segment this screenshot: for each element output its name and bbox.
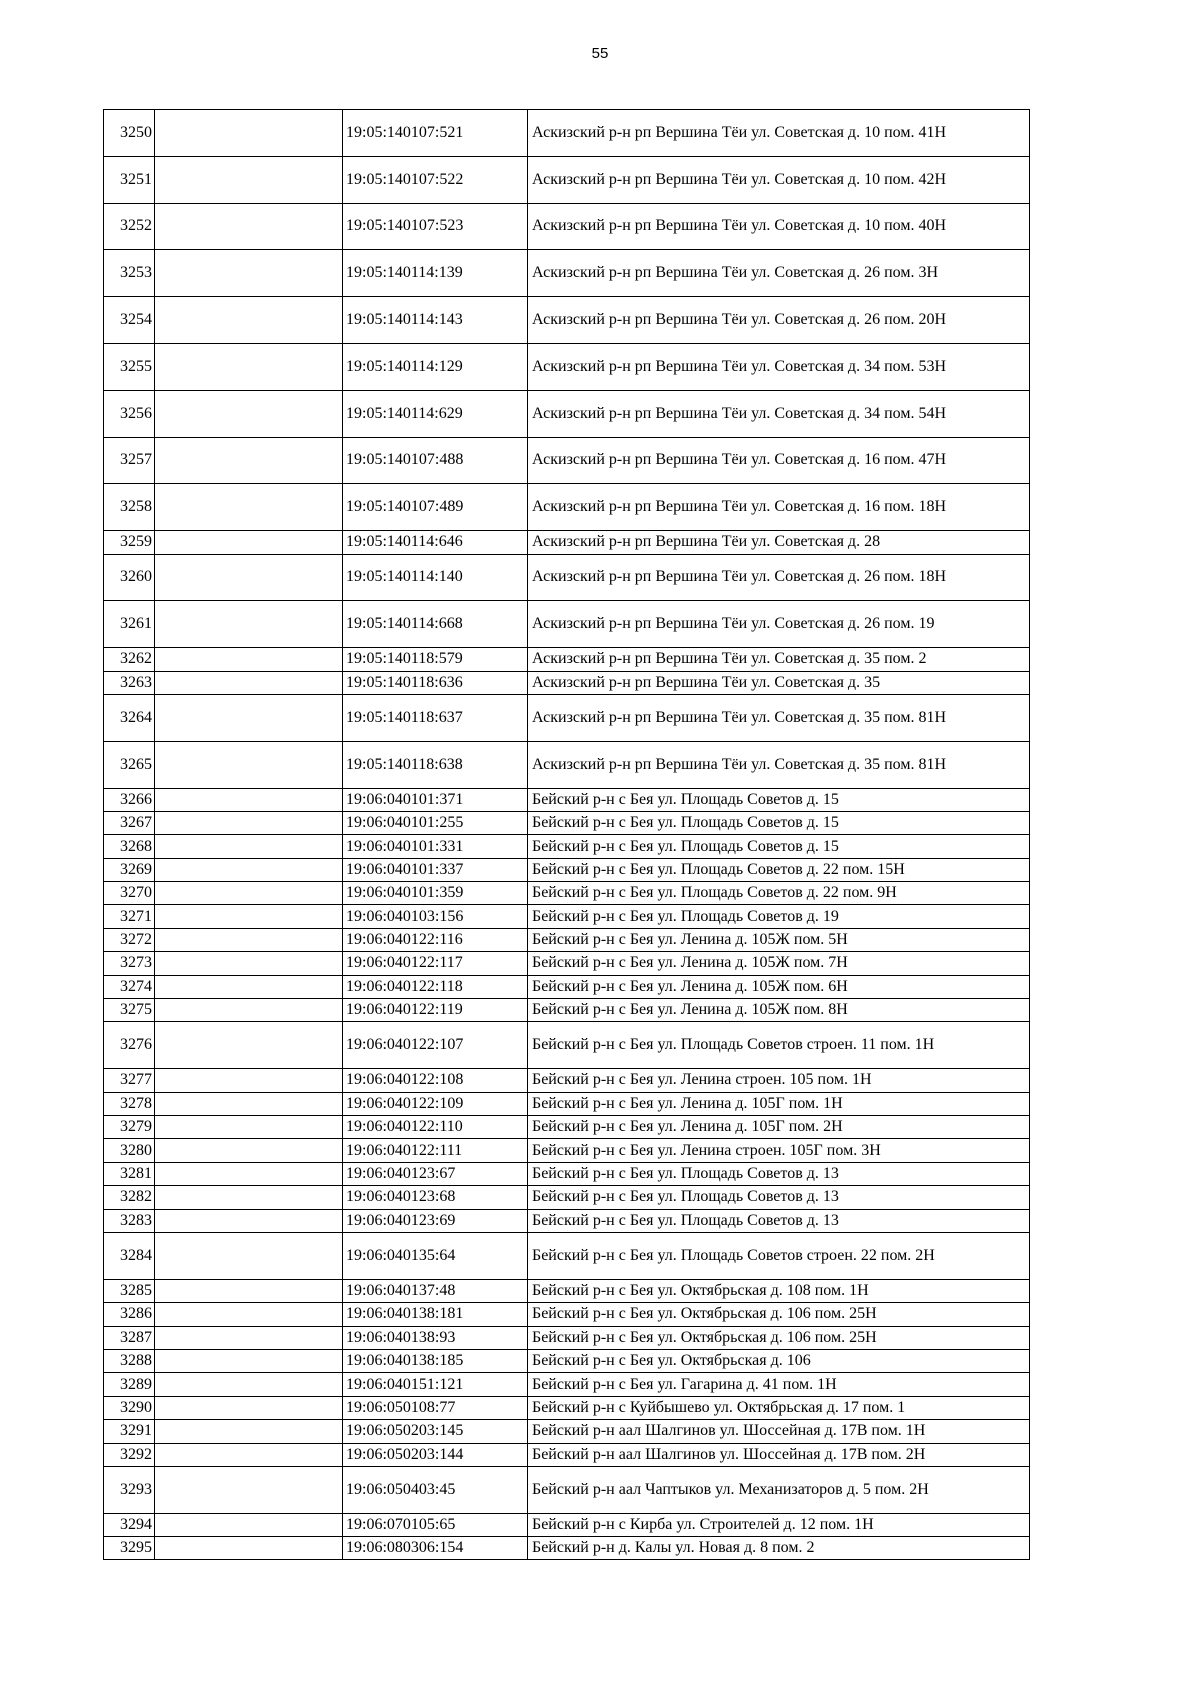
property-registry-table: [103, 109, 1030, 1560]
cadastral-number-cell: 19:06:040122:107: [343, 1022, 528, 1069]
row-number-cell: 3291: [104, 1420, 155, 1443]
row-empty-cell: [155, 554, 343, 601]
row-number-cell: 3294: [104, 1513, 155, 1536]
cadastral-number-cell: 19:06:040101:337: [343, 858, 528, 881]
table-row: [104, 1116, 1030, 1139]
address-cell: Бейский р-н с Бея ул. Октябрьская д. 106 пом. 25Н: [528, 1303, 1030, 1326]
row-number-cell: 3258: [104, 484, 155, 531]
address-cell: Бейский р-н с Бея ул. Ленина д. 105Г пом. 2Н: [528, 1116, 1030, 1139]
cadastral-number-cell: 19:05:140114:143: [343, 297, 528, 344]
address-cell: Бейский р-н с Бея ул. Октябрьская д. 106 пом. 25Н: [528, 1326, 1030, 1349]
cadastral-number-cell: 19:06:040122:111: [343, 1139, 528, 1162]
address-cell: Бейский р-н с Бея ул. Ленина д. 105Г пом. 1Н: [528, 1092, 1030, 1115]
address-cell: Бейский р-н с Бея ул. Площадь Советов д. 22 пом. 9Н: [528, 882, 1030, 905]
address-cell: Аскизский р-н рп Вершина Тёи ул. Советская д. 35 пом. 81Н: [528, 741, 1030, 788]
table-row: [104, 297, 1030, 344]
table-row: [104, 1349, 1030, 1372]
row-number-cell: 3282: [104, 1186, 155, 1209]
row-empty-cell: [155, 1349, 343, 1372]
table-row: [104, 1069, 1030, 1092]
row-empty-cell: [155, 250, 343, 297]
row-number-cell: 3292: [104, 1443, 155, 1466]
address-cell: Аскизский р-н рп Вершина Тёи ул. Советская д. 10 пом. 41Н: [528, 110, 1030, 157]
row-empty-cell: [155, 671, 343, 694]
cadastral-number-cell: 19:05:140118:579: [343, 648, 528, 671]
row-empty-cell: [155, 928, 343, 951]
row-number-cell: 3280: [104, 1139, 155, 1162]
cadastral-number-cell: 19:05:140114:629: [343, 390, 528, 437]
address-cell: Аскизский р-н рп Вершина Тёи ул. Советская д. 35 пом. 81Н: [528, 694, 1030, 741]
table-row: [104, 1092, 1030, 1115]
table-row: [104, 788, 1030, 811]
table-row: [104, 952, 1030, 975]
table-row: [104, 1209, 1030, 1232]
address-cell: Аскизский р-н рп Вершина Тёи ул. Советская д. 10 пом. 42Н: [528, 156, 1030, 203]
table-row: [104, 1186, 1030, 1209]
address-cell: Бейский р-н с Бея ул. Октябрьская д. 108 пом. 1Н: [528, 1279, 1030, 1302]
row-empty-cell: [155, 1326, 343, 1349]
table-row: [104, 1139, 1030, 1162]
row-number-cell: 3279: [104, 1116, 155, 1139]
table-row: [104, 1443, 1030, 1466]
cadastral-number-cell: 19:06:040122:117: [343, 952, 528, 975]
page-number: 55: [591, 45, 609, 62]
row-empty-cell: [155, 835, 343, 858]
cadastral-number-cell: 19:05:140118:638: [343, 741, 528, 788]
row-number-cell: 3295: [104, 1537, 155, 1560]
address-cell: Бейский р-н с Бея ул. Площадь Советов д. 15: [528, 835, 1030, 858]
address-cell: Аскизский р-н рп Вершина Тёи ул. Советская д. 26 пом. 20Н: [528, 297, 1030, 344]
table-row: [104, 835, 1030, 858]
table-row: [104, 1303, 1030, 1326]
address-cell: Бейский р-н с Бея ул. Ленина д. 105Ж пом. 7Н: [528, 952, 1030, 975]
row-number-cell: 3274: [104, 975, 155, 998]
table-row: [104, 390, 1030, 437]
address-cell: Бейский р-н аал Шалгинов ул. Шоссейная д. 17В пом. 1Н: [528, 1420, 1030, 1443]
cadastral-number-cell: 19:06:040123:69: [343, 1209, 528, 1232]
row-number-cell: 3262: [104, 648, 155, 671]
row-empty-cell: [155, 1162, 343, 1185]
row-number-cell: 3284: [104, 1232, 155, 1279]
table-row: [104, 1373, 1030, 1396]
row-number-cell: 3261: [104, 601, 155, 648]
address-cell: Бейский р-н с Кирба ул. Строителей д. 12 пом. 1Н: [528, 1513, 1030, 1536]
address-cell: Аскизский р-н рп Вершина Тёи ул. Советская д. 34 пом. 53Н: [528, 343, 1030, 390]
table-row: [104, 437, 1030, 484]
row-number-cell: 3263: [104, 671, 155, 694]
row-empty-cell: [155, 1420, 343, 1443]
table-row: [104, 1022, 1030, 1069]
address-cell: Бейский р-н с Бея ул. Площадь Советов д. 19: [528, 905, 1030, 928]
row-empty-cell: [155, 1303, 343, 1326]
cadastral-number-cell: 19:06:080306:154: [343, 1537, 528, 1560]
row-number-cell: 3290: [104, 1396, 155, 1419]
address-cell: Бейский р-н с Бея ул. Ленина д. 105Ж пом. 8Н: [528, 999, 1030, 1022]
address-cell: Бейский р-н с Куйбышево ул. Октябрьская д. 17 пом. 1: [528, 1396, 1030, 1419]
table-row: [104, 1537, 1030, 1560]
address-cell: Бейский р-н с Бея ул. Ленина д. 105Ж пом. 5Н: [528, 928, 1030, 951]
table-row: [104, 1420, 1030, 1443]
table-row: [104, 110, 1030, 157]
address-cell: Аскизский р-н рп Вершина Тёи ул. Советская д. 28: [528, 531, 1030, 554]
row-number-cell: 3259: [104, 531, 155, 554]
row-empty-cell: [155, 1513, 343, 1536]
cadastral-number-cell: 19:06:040135:64: [343, 1232, 528, 1279]
row-empty-cell: [155, 858, 343, 881]
address-cell: Бейский р-н с Бея ул. Площадь Советов д. 22 пом. 15Н: [528, 858, 1030, 881]
table-row: [104, 858, 1030, 881]
row-number-cell: 3257: [104, 437, 155, 484]
cadastral-number-cell: 19:05:140114:668: [343, 601, 528, 648]
row-number-cell: 3288: [104, 1349, 155, 1372]
row-empty-cell: [155, 343, 343, 390]
row-empty-cell: [155, 811, 343, 834]
row-number-cell: 3277: [104, 1069, 155, 1092]
table-row: [104, 1326, 1030, 1349]
row-empty-cell: [155, 1396, 343, 1419]
address-cell: Бейский р-н с Бея ул. Ленина строен. 105 пом. 1Н: [528, 1069, 1030, 1092]
cadastral-number-cell: 19:06:040122:119: [343, 999, 528, 1022]
table-row: [104, 671, 1030, 694]
address-cell: Бейский р-н с Бея ул. Ленина д. 105Ж пом. 6Н: [528, 975, 1030, 998]
address-cell: Бейский р-н с Бея ул. Площадь Советов д. 15: [528, 811, 1030, 834]
row-number-cell: 3265: [104, 741, 155, 788]
row-number-cell: 3268: [104, 835, 155, 858]
row-empty-cell: [155, 1186, 343, 1209]
row-number-cell: 3250: [104, 110, 155, 157]
address-cell: Аскизский р-н рп Вершина Тёи ул. Советская д. 34 пом. 54Н: [528, 390, 1030, 437]
address-cell: Бейский р-н с Бея ул. Площадь Советов д. 13: [528, 1162, 1030, 1185]
table-row: [104, 1162, 1030, 1185]
table-row: [104, 975, 1030, 998]
row-empty-cell: [155, 1373, 343, 1396]
table-row: [104, 928, 1030, 951]
table-row: [104, 203, 1030, 250]
row-empty-cell: [155, 648, 343, 671]
table-row: [104, 250, 1030, 297]
cadastral-number-cell: 19:06:040138:93: [343, 1326, 528, 1349]
address-cell: Аскизский р-н рп Вершина Тёи ул. Советская д. 26 пом. 19: [528, 601, 1030, 648]
table-row: [104, 156, 1030, 203]
row-empty-cell: [155, 156, 343, 203]
table-row: [104, 554, 1030, 601]
address-cell: Бейский р-н с Бея ул. Октябрьская д. 106: [528, 1349, 1030, 1372]
address-cell: Аскизский р-н рп Вершина Тёи ул. Советская д. 16 пом. 18Н: [528, 484, 1030, 531]
cadastral-number-cell: 19:06:040122:116: [343, 928, 528, 951]
address-cell: Бейский р-н с Бея ул. Площадь Советов д. 15: [528, 788, 1030, 811]
cadastral-number-cell: 19:06:040101:255: [343, 811, 528, 834]
row-empty-cell: [155, 905, 343, 928]
row-empty-cell: [155, 788, 343, 811]
table-row: [104, 648, 1030, 671]
row-empty-cell: [155, 1092, 343, 1115]
cadastral-number-cell: 19:05:140114:140: [343, 554, 528, 601]
row-empty-cell: [155, 1022, 343, 1069]
row-empty-cell: [155, 390, 343, 437]
row-number-cell: 3287: [104, 1326, 155, 1349]
address-cell: Аскизский р-н рп Вершина Тёи ул. Советская д. 35 пом. 2: [528, 648, 1030, 671]
row-number-cell: 3269: [104, 858, 155, 881]
row-empty-cell: [155, 437, 343, 484]
cadastral-number-cell: 19:06:050203:144: [343, 1443, 528, 1466]
row-empty-cell: [155, 1069, 343, 1092]
row-empty-cell: [155, 1466, 343, 1513]
row-empty-cell: [155, 1232, 343, 1279]
table-row: [104, 741, 1030, 788]
registry-body: [104, 110, 1030, 1560]
row-empty-cell: [155, 110, 343, 157]
row-number-cell: 3275: [104, 999, 155, 1022]
row-empty-cell: [155, 1116, 343, 1139]
cadastral-number-cell: 19:06:050403:45: [343, 1466, 528, 1513]
cadastral-number-cell: 19:05:140107:521: [343, 110, 528, 157]
table-row: [104, 1396, 1030, 1419]
address-cell: Бейский р-н с Бея ул. Площадь Советов строен. 11 пом. 1Н: [528, 1022, 1030, 1069]
cadastral-number-cell: 19:06:040151:121: [343, 1373, 528, 1396]
table-row: [104, 882, 1030, 905]
table-row: [104, 601, 1030, 648]
row-empty-cell: [155, 952, 343, 975]
cadastral-number-cell: 19:05:140107:522: [343, 156, 528, 203]
cadastral-number-cell: 19:06:040101:359: [343, 882, 528, 905]
row-number-cell: 3293: [104, 1466, 155, 1513]
address-cell: Бейский р-н д. Калы ул. Новая д. 8 пом. 2: [528, 1537, 1030, 1560]
cadastral-number-cell: 19:06:050203:145: [343, 1420, 528, 1443]
row-empty-cell: [155, 1209, 343, 1232]
cadastral-number-cell: 19:05:140107:523: [343, 203, 528, 250]
row-empty-cell: [155, 531, 343, 554]
address-cell: Аскизский р-н рп Вершина Тёи ул. Советская д. 26 пом. 18Н: [528, 554, 1030, 601]
row-empty-cell: [155, 1279, 343, 1302]
row-empty-cell: [155, 601, 343, 648]
row-number-cell: 3252: [104, 203, 155, 250]
row-number-cell: 3267: [104, 811, 155, 834]
row-number-cell: 3289: [104, 1373, 155, 1396]
table-row: [104, 811, 1030, 834]
table-row: [104, 694, 1030, 741]
address-cell: Аскизский р-н рп Вершина Тёи ул. Советская д. 35: [528, 671, 1030, 694]
cadastral-number-cell: 19:05:140107:489: [343, 484, 528, 531]
row-empty-cell: [155, 1139, 343, 1162]
cadastral-number-cell: 19:06:040101:371: [343, 788, 528, 811]
row-number-cell: 3278: [104, 1092, 155, 1115]
row-empty-cell: [155, 694, 343, 741]
cadastral-number-cell: 19:06:050108:77: [343, 1396, 528, 1419]
cadastral-number-cell: 19:06:040101:331: [343, 835, 528, 858]
cadastral-number-cell: 19:05:140114:129: [343, 343, 528, 390]
cadastral-number-cell: 19:05:140118:637: [343, 694, 528, 741]
row-number-cell: 3272: [104, 928, 155, 951]
row-empty-cell: [155, 882, 343, 905]
address-cell: Бейский р-н аал Шалгинов ул. Шоссейная д. 17В пом. 2Н: [528, 1443, 1030, 1466]
cadastral-number-cell: 19:05:140114:139: [343, 250, 528, 297]
address-cell: Бейский р-н с Бея ул. Площадь Советов д. 13: [528, 1186, 1030, 1209]
table-row: [104, 343, 1030, 390]
row-empty-cell: [155, 999, 343, 1022]
address-cell: Аскизский р-н рп Вершина Тёи ул. Советская д. 26 пом. 3Н: [528, 250, 1030, 297]
cadastral-number-cell: 19:06:040138:181: [343, 1303, 528, 1326]
row-number-cell: 3285: [104, 1279, 155, 1302]
cadastral-number-cell: 19:05:140107:488: [343, 437, 528, 484]
row-number-cell: 3281: [104, 1162, 155, 1185]
address-cell: Бейский р-н с Бея ул. Гагарина д. 41 пом. 1Н: [528, 1373, 1030, 1396]
row-number-cell: 3273: [104, 952, 155, 975]
row-number-cell: 3255: [104, 343, 155, 390]
cadastral-number-cell: 19:06:040137:48: [343, 1279, 528, 1302]
row-number-cell: 3254: [104, 297, 155, 344]
row-empty-cell: [155, 484, 343, 531]
row-number-cell: 3270: [104, 882, 155, 905]
cadastral-number-cell: 19:06:070105:65: [343, 1513, 528, 1536]
cadastral-number-cell: 19:06:040122:110: [343, 1116, 528, 1139]
table-row: [104, 1513, 1030, 1536]
row-empty-cell: [155, 975, 343, 998]
address-cell: Аскизский р-н рп Вершина Тёи ул. Советская д. 16 пом. 47Н: [528, 437, 1030, 484]
cadastral-number-cell: 19:06:040122:118: [343, 975, 528, 998]
cadastral-number-cell: 19:05:140118:636: [343, 671, 528, 694]
table-row: [104, 1466, 1030, 1513]
table-row: [104, 1279, 1030, 1302]
cadastral-number-cell: 19:06:040122:109: [343, 1092, 528, 1115]
address-cell: Аскизский р-н рп Вершина Тёи ул. Советская д. 10 пом. 40Н: [528, 203, 1030, 250]
row-number-cell: 3283: [104, 1209, 155, 1232]
row-number-cell: 3253: [104, 250, 155, 297]
address-cell: Бейский р-н с Бея ул. Площадь Советов строен. 22 пом. 2Н: [528, 1232, 1030, 1279]
row-empty-cell: [155, 297, 343, 344]
row-empty-cell: [155, 1443, 343, 1466]
row-empty-cell: [155, 741, 343, 788]
address-cell: Бейский р-н с Бея ул. Площадь Советов д. 13: [528, 1209, 1030, 1232]
row-number-cell: 3251: [104, 156, 155, 203]
table-row: [104, 999, 1030, 1022]
table-row: [104, 484, 1030, 531]
cadastral-number-cell: 19:06:040103:156: [343, 905, 528, 928]
row-number-cell: 3286: [104, 1303, 155, 1326]
row-empty-cell: [155, 203, 343, 250]
address-cell: Бейский р-н аал Чаптыков ул. Механизаторов д. 5 пом. 2Н: [528, 1466, 1030, 1513]
cadastral-number-cell: 19:06:040122:108: [343, 1069, 528, 1092]
cadastral-number-cell: 19:06:040123:68: [343, 1186, 528, 1209]
row-number-cell: 3271: [104, 905, 155, 928]
row-number-cell: 3260: [104, 554, 155, 601]
table-row: [104, 905, 1030, 928]
table-row: [104, 1232, 1030, 1279]
row-number-cell: 3256: [104, 390, 155, 437]
address-cell: Бейский р-н с Бея ул. Ленина строен. 105Г пом. 3Н: [528, 1139, 1030, 1162]
row-empty-cell: [155, 1537, 343, 1560]
cadastral-number-cell: 19:06:040123:67: [343, 1162, 528, 1185]
cadastral-number-cell: 19:05:140114:646: [343, 531, 528, 554]
row-number-cell: 3276: [104, 1022, 155, 1069]
table-row: [104, 531, 1030, 554]
row-number-cell: 3264: [104, 694, 155, 741]
row-number-cell: 3266: [104, 788, 155, 811]
cadastral-number-cell: 19:06:040138:185: [343, 1349, 528, 1372]
